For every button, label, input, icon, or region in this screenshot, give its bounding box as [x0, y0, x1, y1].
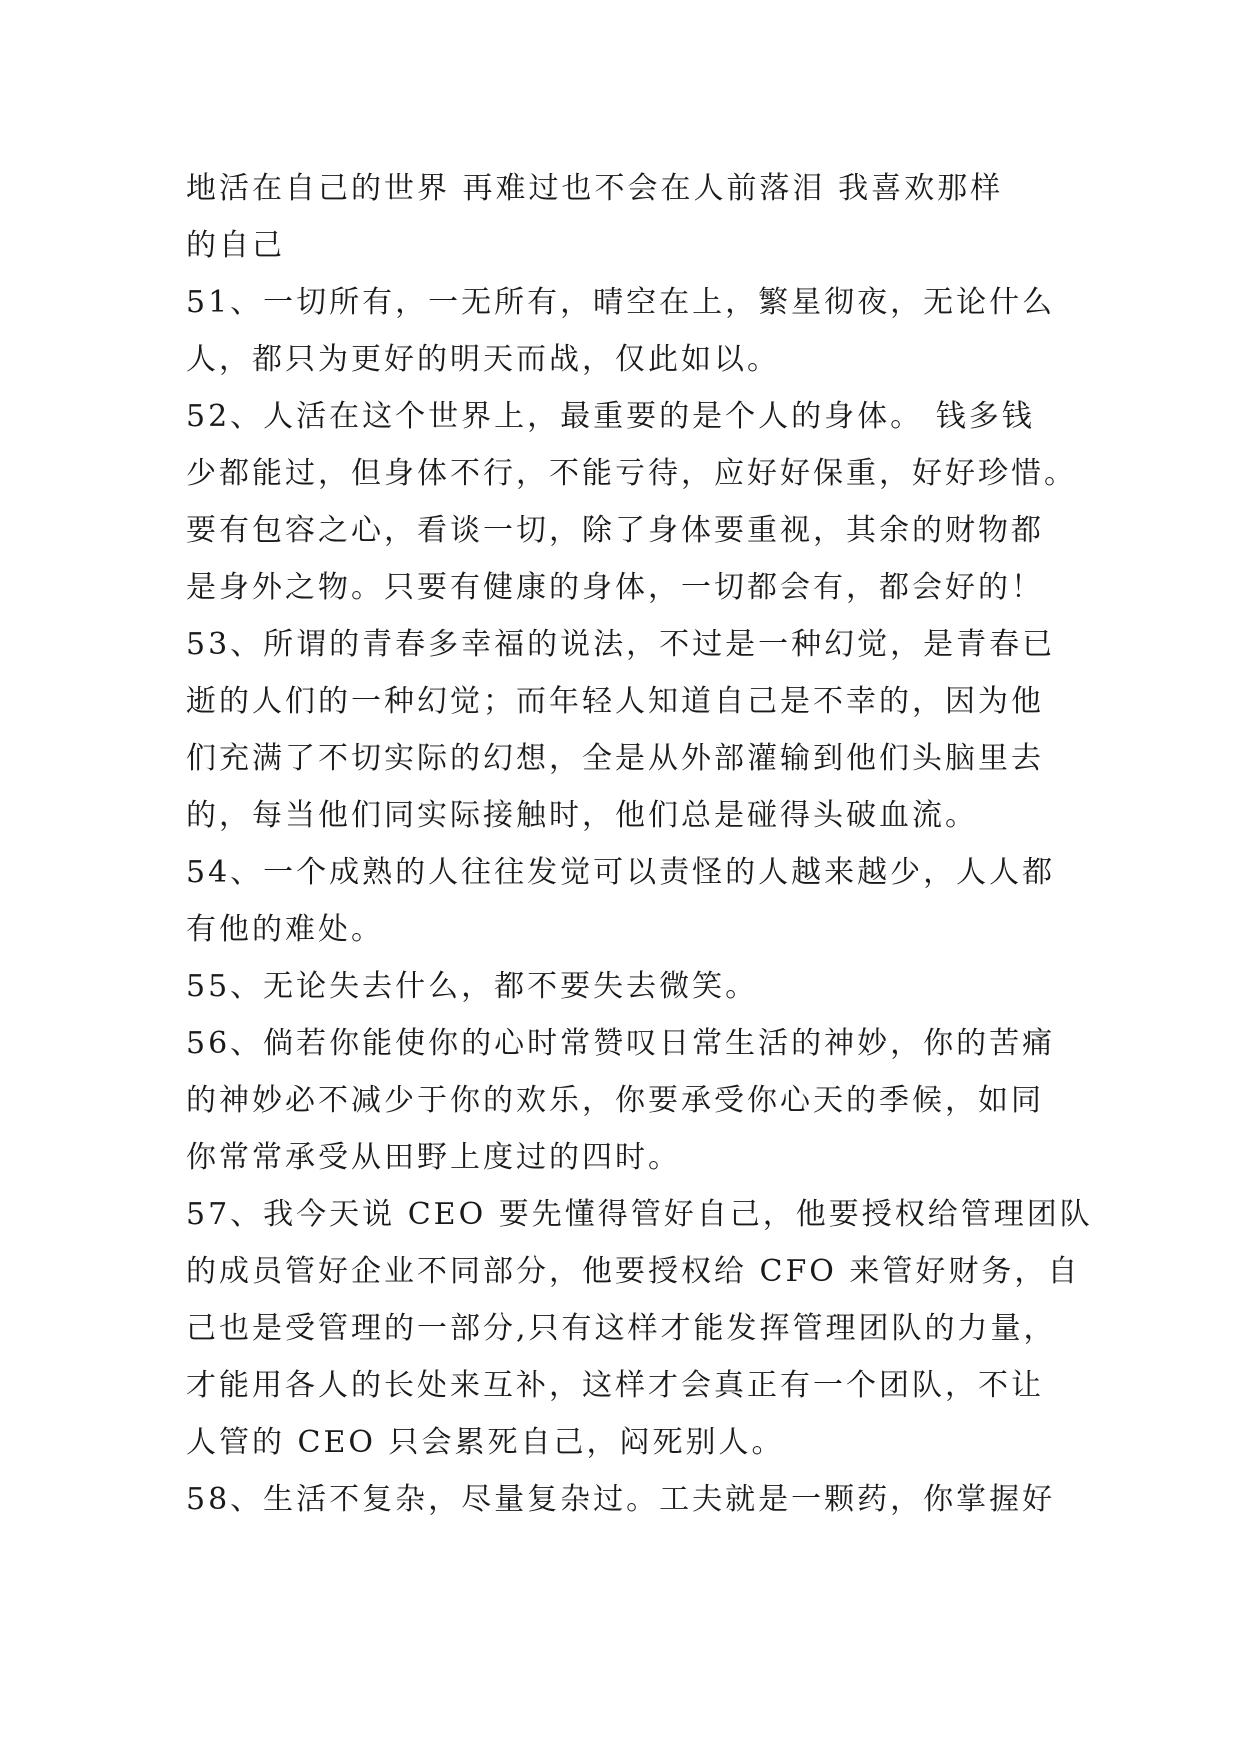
- text-line: 你常常承受从田野上度过的四时。: [186, 1140, 681, 1175]
- text-line: 的神妙必不减少于你的欢乐，你要承受你心天的季候，如同: [186, 1083, 1044, 1118]
- text-line: 55、无论失去什么，都不要失去微笑。: [186, 969, 759, 1004]
- text-line: 人管的 CEO 只会累死自己，闷死别人。: [186, 1425, 785, 1460]
- text-line: 有他的难处。: [186, 912, 384, 947]
- text-line: 才能用各人的长处来互补，这样才会真正有一个团队，不让: [186, 1368, 1044, 1403]
- text-line: 的自己: [186, 228, 285, 263]
- text-line: 是身外之物。只要有健康的身体，一切都会有，都会好的！: [186, 570, 1044, 605]
- text-line: 56、倘若你能使你的心时常赞叹日常生活的神妙，你的苦痛: [186, 1026, 1056, 1061]
- text-line: 53、所谓的青春多幸福的说法，不过是一种幻觉，是青春已: [186, 627, 1056, 662]
- text-line: 57、我今天说 CEO 要先懂得管好自己，他要授权给管理团队: [186, 1197, 1093, 1232]
- text-line: 的，每当他们同实际接触时，他们总是碰得头破血流。: [186, 798, 978, 833]
- text-line: 们充满了不切实际的幻想，全是从外部灌输到他们头脑里去: [186, 741, 1044, 776]
- text-line: 逝的人们的一种幻觉；而年轻人知道自己是不幸的，因为他: [186, 684, 1044, 719]
- text-line: 人，都只为更好的明天而战，仅此如以。: [186, 342, 780, 377]
- text-line: 己也是受管理的一部分,只有这样才能发挥管理团队的力量，: [186, 1311, 1057, 1346]
- text-line: 地活在自己的世界 再难过也不会在人前落泪 我喜欢那样: [186, 171, 1004, 206]
- document-body: [186, 160, 1093, 1528]
- text-line: 54、一个成熟的人往往发觉可以责怪的人越来越少，人人都: [186, 855, 1056, 890]
- text-line: 的成员管好企业不同部分，他要授权给 CFO 来管好财务，自: [186, 1254, 1081, 1289]
- text-line: 58、生活不复杂，尽量复杂过。工夫就是一颗药，你掌握好: [186, 1482, 1056, 1517]
- text-line: 少都能过，但身体不行，不能亏待，应好好保重，好好珍惜。: [186, 456, 1077, 491]
- text-line: 52、人活在这个世界上，最重要的是个人的身体。 钱多钱: [186, 399, 1035, 434]
- text-line: 要有包容之心，看谈一切，除了身体要重视，其余的财物都: [186, 513, 1044, 548]
- text-line: 51、一切所有，一无所有，晴空在上，繁星彻夜，无论什么: [186, 285, 1056, 320]
